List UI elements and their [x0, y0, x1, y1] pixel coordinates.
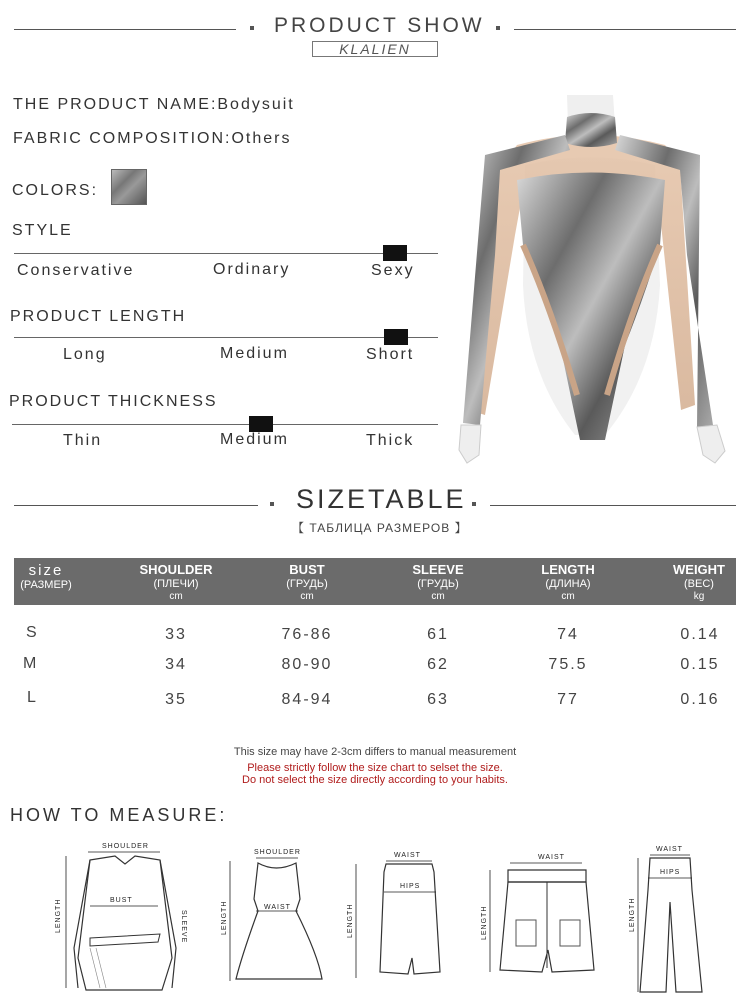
product-photo — [455, 95, 730, 470]
fabric-composition: FABRIC COMPOSITION:Others — [13, 130, 292, 147]
col-sleeve: SLEEVE (ГРУДЬ) cm — [412, 562, 464, 602]
col-length: LENGTH (ДЛИНА) cm — [541, 562, 595, 602]
shoulder-label: SHOULDER — [102, 843, 149, 850]
hips-label: HIPS — [400, 883, 421, 890]
thickness-option-thin: Thin — [63, 432, 103, 449]
table-cell: 76-86 — [281, 626, 333, 643]
sizetable-title: SIZETABLE — [296, 484, 467, 514]
sizetable-rule-right — [490, 505, 736, 506]
waist-label: WAIST — [538, 854, 565, 861]
length-option-short: Short — [366, 346, 415, 363]
table-cell: 80-90 — [281, 656, 333, 673]
col-bust: BUST (ГРУДЬ) cm — [286, 562, 328, 602]
thickness-option-medium: Medium — [220, 431, 289, 448]
page-title: PRODUCT SHOW — [274, 14, 485, 37]
table-cell: 77 — [557, 691, 579, 708]
style-option-conservative: Conservative — [17, 262, 135, 279]
style-option-sexy: Sexy — [371, 262, 415, 279]
style-option-ordinary: Ordinary — [213, 261, 291, 278]
table-cell: 75.5 — [548, 656, 588, 673]
table-cell: 34 — [165, 656, 187, 673]
length-option-long: Long — [63, 346, 107, 363]
skirt-sketch — [342, 848, 452, 988]
jacket-sketch — [50, 838, 200, 993]
waist-label: WAIST — [394, 852, 421, 859]
table-cell: 74 — [557, 626, 579, 643]
shoulder-label: SHOULDER — [254, 849, 301, 856]
thickness-option-thick: Thick — [366, 432, 415, 449]
length-label-5: LENGTH — [629, 897, 636, 932]
sizetable-dot-left — [270, 502, 274, 506]
table-cell: L — [27, 689, 38, 706]
shorts-sketch — [472, 850, 622, 980]
length-label-1: LENGTH — [55, 898, 62, 933]
waist-label: WAIST — [264, 904, 291, 911]
header-dot-right — [496, 26, 500, 30]
measurement-note: This size may have 2-3cm differs to manual measurement — [233, 746, 517, 758]
style-scale-marker — [383, 245, 407, 261]
header-rule-left — [14, 29, 236, 30]
header-rule-right — [514, 29, 736, 30]
style-scale-line — [14, 253, 438, 254]
table-cell: S — [26, 624, 39, 641]
length-scale-marker — [384, 329, 408, 345]
table-cell: 33 — [165, 626, 187, 643]
bust-label: BUST — [110, 897, 133, 904]
thickness-label: PRODUCT THICKNESS — [9, 393, 218, 410]
table-cell: 62 — [427, 656, 449, 673]
length-label-3: LENGTH — [347, 903, 354, 938]
hips-label: HIPS — [660, 869, 681, 876]
col-size: size (РАЗМЕР) — [20, 562, 72, 591]
length-label: PRODUCT LENGTH — [10, 308, 187, 325]
dress-sketch — [218, 845, 328, 985]
length-label-2: LENGTH — [221, 900, 228, 935]
pants-sketch — [622, 842, 722, 997]
thickness-scale-line — [12, 424, 438, 425]
thickness-scale-marker — [249, 416, 273, 432]
length-scale-line — [14, 337, 438, 338]
col-shoulder: SHOULDER (ПЛЕЧИ) cm — [139, 562, 213, 602]
table-cell: 0.15 — [680, 656, 720, 673]
color-swatch[interactable] — [111, 169, 147, 205]
table-cell: 0.16 — [680, 691, 720, 708]
brand-label: KLALIEN — [312, 41, 438, 57]
sizetable-subtitle: 【 ТАБЛИЦА РАЗМЕРОВ 】 — [292, 521, 468, 535]
sizetable-header — [14, 558, 736, 605]
style-label: STYLE — [12, 222, 73, 239]
colors-label: COLORS: — [12, 182, 99, 199]
warning-note-1: Please strictly follow the size chart to selset the size. — [247, 762, 503, 774]
sizetable-dot-right — [472, 502, 476, 506]
how-to-measure-title: HOW TO MEASURE: — [10, 805, 228, 825]
length-label-4: LENGTH — [481, 905, 488, 940]
header-dot-left — [250, 26, 254, 30]
sleeve-label: SLEEVE — [180, 910, 187, 944]
table-cell: 35 — [165, 691, 187, 708]
table-cell: M — [23, 655, 39, 672]
table-cell: 0.14 — [680, 626, 720, 643]
length-option-medium: Medium — [220, 345, 289, 362]
table-cell: 61 — [427, 626, 449, 643]
product-name: THE PRODUCT NAME:Bodysuit — [13, 96, 295, 113]
table-cell: 84-94 — [281, 691, 333, 708]
waist-label: WAIST — [656, 846, 683, 853]
warning-note-2: Do not select the size directly according to your habits. — [242, 774, 508, 786]
col-weight: WEIGHT (ВЕС) kg — [673, 562, 725, 602]
table-cell: 63 — [427, 691, 449, 708]
sizetable-rule-left — [14, 505, 258, 506]
